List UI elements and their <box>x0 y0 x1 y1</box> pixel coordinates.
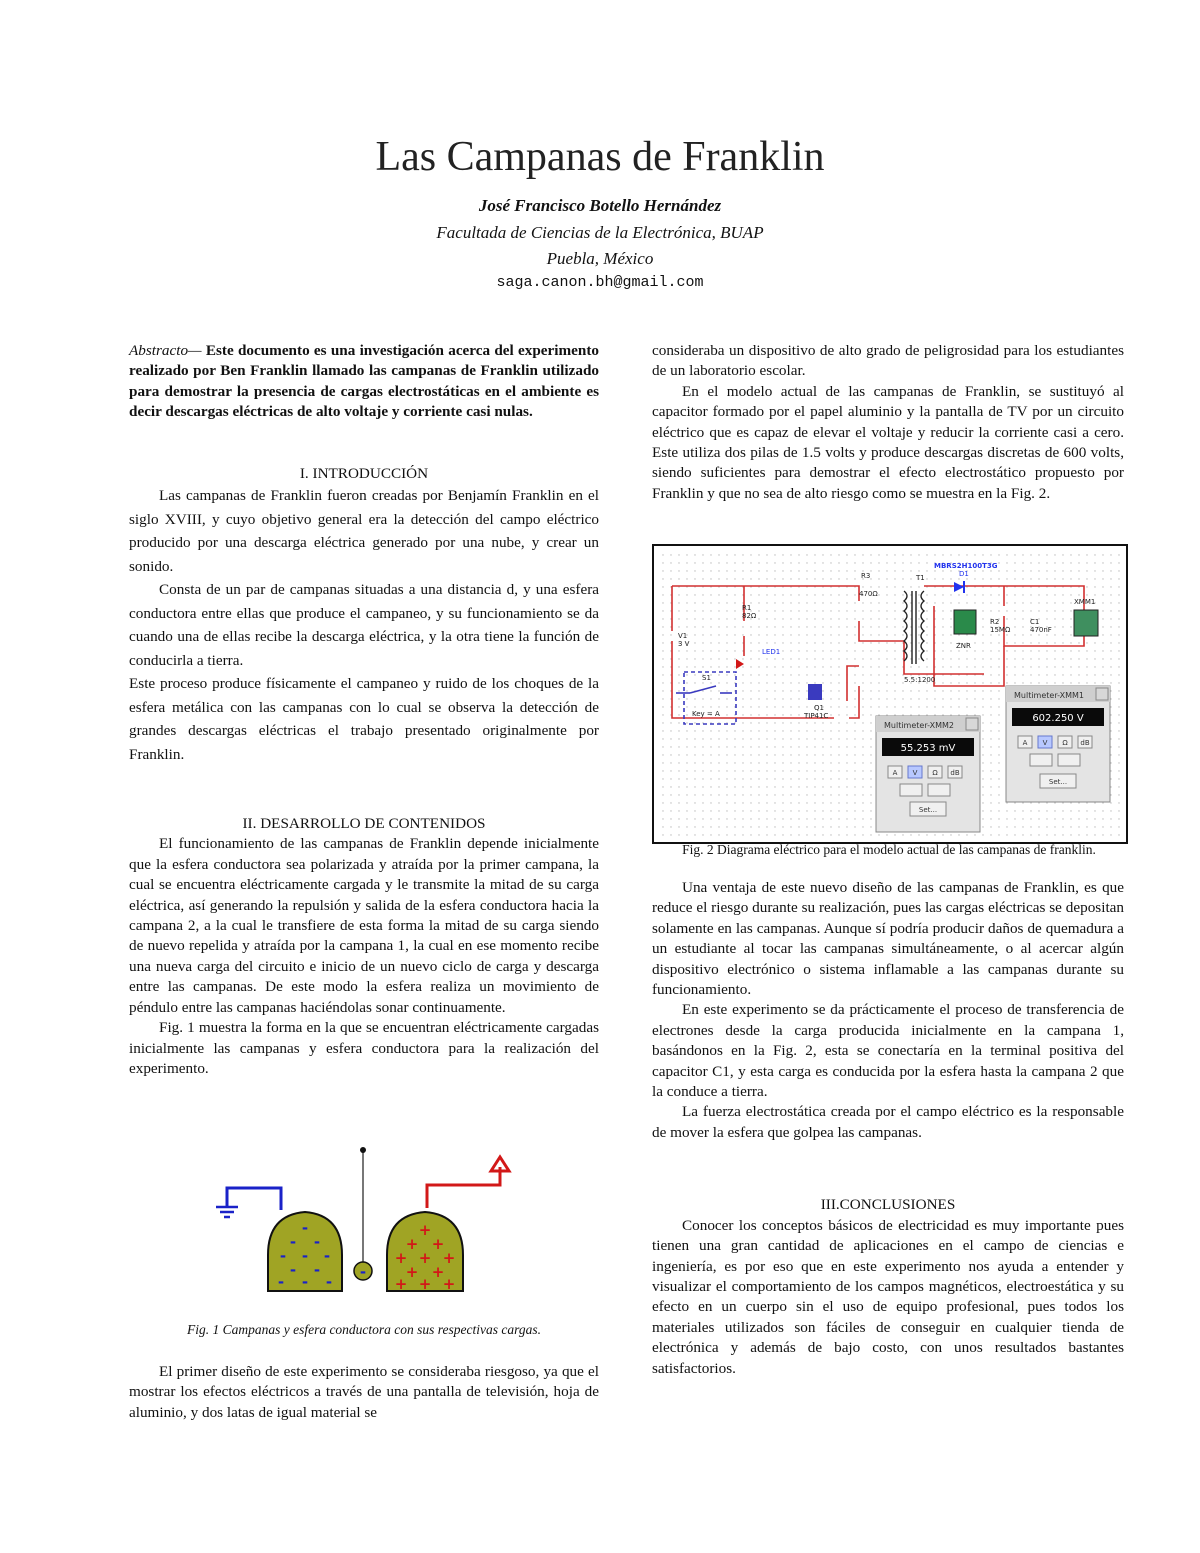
svg-text:Set...: Set... <box>918 806 938 814</box>
svg-text:Q1: Q1 <box>814 704 824 712</box>
author-location: Puebla, México <box>546 249 654 268</box>
svg-text:+: + <box>418 1275 432 1293</box>
svg-text:5.5:1200: 5.5:1200 <box>904 676 936 684</box>
zener-znr <box>954 610 976 634</box>
svg-text:Set...: Set... <box>1048 778 1068 786</box>
svg-text:+: + <box>418 1221 432 1239</box>
multimeter-xmm1[interactable] <box>1006 686 1110 802</box>
svg-text:602.250 V: 602.250 V <box>1032 713 1084 724</box>
close-icon[interactable] <box>966 718 978 730</box>
left-column <box>129 341 599 1079</box>
author-email[interactable]: saga.canon.bh@gmail.com <box>496 274 704 291</box>
svg-text:V: V <box>1042 739 1048 747</box>
ground-icon <box>216 1207 238 1217</box>
abstract-text: Este documento es una investigación acerca del experimento realizado por Ben Franklin llamado las campanas de Franklin utilizado para demostrar la presencia de cargas electrostáticas en el ambiente es decir descargas eléctricas de alto voltaje y corriente casi nulas. <box>129 342 599 421</box>
development-paragraph-4: En el modelo actual de las campanas de Franklin, se sustituyó al capacitor formado por el papel aluminio y la pantalla de TV por un circuito eléctrico que es capaz de elevar el voltaje y reducir la corriente casi a cero. Este utiliza dos pilas de 1.5 volts y produce descargas discretas de 600 volts, siendo suficientes para demostrar el efecto electrostático propuesto por Franklin y que no sea de alto riesgo como se muestra en la Fig. 2. <box>652 382 1124 502</box>
conclusions-paragraph: Conocer los conceptos básicos de electricidad es muy importante pues tienen una gran cantidad de aplicaciones en el campo de ciencias e ingeniería, es por eso que en este experimento nos ayuda a entender y visualizar el comportamiento de los campos magnéticos, electroestática y su efecto en un cuerpo sin el uso de equipo profesional, pues todos los materiales utilizados son fáciles de conseguir en cualquier tienda de electrónica y además de bajo costo, con unos resultados bastantes satisfactorios. <box>652 1216 1124 1377</box>
charge-wire <box>427 1167 500 1208</box>
svg-text:-: - <box>323 1247 331 1265</box>
figure-2-schematic <box>652 544 1128 844</box>
sphere-charge: - <box>359 1263 367 1281</box>
section-3-heading: III.CONCLUSIONES <box>820 1196 956 1214</box>
svg-text:+: + <box>405 1235 419 1253</box>
svg-text:82Ω: 82Ω <box>742 612 757 620</box>
svg-text:A: A <box>892 769 898 777</box>
svg-text:Ω: Ω <box>932 769 938 777</box>
svg-text:-: - <box>313 1233 321 1251</box>
svg-text:TIP41C: TIP41C <box>804 712 829 720</box>
intro-paragraph-3: Este proceso produce físicamente el campaneo y ruido de los choques de la esfera metálica con las campanas con lo cual se observa la detección de grandes descargas eléctricas el trabajo presentado originalmente por Franklin. <box>129 675 599 763</box>
section-1-heading: I. INTRODUCCIÓN <box>299 464 429 482</box>
intro-paragraph-2: Consta de un par de campanas situadas a una distancia d, y una esfera conductora entre ellas que produce el campaneo, y su funcionamiento se da cuando una de ellas recibe la descarga eléctrica, y la otra tiene la función de conducirla a tierra. <box>129 581 599 669</box>
svg-text:-: - <box>301 1219 309 1237</box>
svg-text:R1: R1 <box>742 604 752 612</box>
development-paragraph-3-cont: consideraba un dispositivo de alto grado de peligrosidad para los estudiantes de un laboratorio escolar. <box>652 342 1124 380</box>
svg-text:-: - <box>289 1233 297 1251</box>
svg-text:-: - <box>301 1247 309 1265</box>
close-icon[interactable] <box>1096 688 1108 700</box>
figure-2-caption: Fig. 2 Diagrama eléctrico para el modelo actual de las campanas de franklin. <box>682 842 1096 857</box>
svg-text:Ω: Ω <box>1062 739 1068 747</box>
figure-1-caption: Fig. 1 Campanas y esfera conductora con sus respectivas cargas. <box>186 1322 542 1337</box>
svg-text:XMM1: XMM1 <box>1074 598 1096 606</box>
abstract-label: Abstracto— <box>129 342 202 359</box>
author-name: José Francisco Botello Hernández <box>478 196 722 215</box>
abstract <box>129 341 599 423</box>
svg-text:+: + <box>442 1249 456 1267</box>
left-column-tail <box>129 1362 599 1423</box>
svg-text:+: + <box>405 1263 419 1281</box>
svg-text:470nF: 470nF <box>1030 626 1052 634</box>
svg-text:V: V <box>912 769 918 777</box>
svg-text:D1: D1 <box>959 570 969 578</box>
svg-text:dB: dB <box>1080 739 1090 747</box>
svg-text:+: + <box>418 1249 432 1267</box>
svg-text:dB: dB <box>950 769 960 777</box>
svg-text:+: + <box>394 1249 408 1267</box>
svg-text:V1: V1 <box>678 632 688 640</box>
svg-text:C1: C1 <box>1030 618 1040 626</box>
right-column <box>652 341 1124 504</box>
development-paragraph-1: El funcionamiento de las campanas de Franklin depende inicialmente que la esfera conductora sea polarizada y atraída por la primer campana, la cual se encuentra eléctricamente cargada y le transmite la mitad de su carga eléctrica, así generando la repulsión y salida de la esfera conductora hacia la campana 2, a la cual le transfiere de esta forma la mitad de su carga siendo de nuevo repelida y atraída por la campana 1, la cual en ese momento recibe una nueva carga del circuito e inicio de un nuevo ciclo de carga y descarga entre las campanas. De este modo la esfera realiza un movimiento de péndulo entre las campanas haciéndolas sonar continuamente. <box>129 835 599 1016</box>
svg-text:R2: R2 <box>990 618 1000 626</box>
svg-text:470Ω: 470Ω <box>859 590 878 598</box>
circuit-diagram <box>654 546 1126 842</box>
pendulum-pivot <box>360 1147 366 1153</box>
svg-text:-: - <box>289 1261 297 1279</box>
intro-paragraph-1: Las campanas de Franklin fueron creadas por Benjamín Franklin en el siglo XVIII, y cuyo objetivo general era la detección del campo eléctrico producido por una descarga eléctrica generado por una nube, y crear un sonido. <box>129 487 599 575</box>
svg-text:15MΩ: 15MΩ <box>990 626 1011 634</box>
svg-text:-: - <box>301 1273 309 1291</box>
figure-1-bells <box>205 1145 525 1305</box>
svg-text:+: + <box>442 1275 456 1293</box>
development-paragraph-6: En este experimento se da prácticamente el proceso de transferencia de electrones desde la carga producida inicialmente en la campana 1, basándonos en la Fig. 2, esta se conectaría en la terminal positiva del capacitor C1, y esta carga es conducida por la esfera hasta la campana 2 que la conduce a tierra. <box>652 1001 1124 1101</box>
svg-text:Key = A: Key = A <box>692 710 720 718</box>
svg-text:R3: R3 <box>861 572 871 580</box>
transistor-q1-icon <box>808 684 822 700</box>
svg-text:LED1: LED1 <box>762 648 781 656</box>
svg-text:+: + <box>394 1275 408 1293</box>
svg-text:T1: T1 <box>916 574 925 582</box>
ac-button[interactable] <box>900 784 922 796</box>
svg-text:Multimeter-XMM2: Multimeter-XMM2 <box>884 721 954 730</box>
svg-text:S1: S1 <box>702 674 711 682</box>
dc-button[interactable] <box>1058 754 1080 766</box>
author-affiliation: Facultada de Ciencias de la Electrónica, BUAP <box>436 223 764 242</box>
paper-title: Las Campanas de Franklin <box>375 134 825 180</box>
dc-button[interactable] <box>928 784 950 796</box>
ac-button[interactable] <box>1030 754 1052 766</box>
svg-text:55.253 mV: 55.253 mV <box>900 743 956 754</box>
svg-text:-: - <box>277 1273 285 1291</box>
svg-text:-: - <box>325 1273 333 1291</box>
right-column-lower <box>652 878 1124 1379</box>
multimeter-xmm2[interactable] <box>876 716 980 832</box>
svg-text:3 V: 3 V <box>678 640 690 648</box>
svg-text:+: + <box>431 1263 445 1281</box>
svg-text:-: - <box>279 1247 287 1265</box>
svg-text:ZNR: ZNR <box>956 642 971 650</box>
development-paragraph-7: La fuerza electrostática creada por el campo eléctrico es la responsable de mover la esfera que golpea las campanas. <box>652 1103 1124 1141</box>
svg-text:MBRS2H100T3G: MBRS2H100T3G <box>934 562 998 570</box>
multimeter-xmm1-small <box>1074 610 1098 636</box>
svg-text:+: + <box>431 1235 445 1253</box>
section-2-heading: II. DESARROLLO DE CONTENIDOS <box>242 815 486 833</box>
development-paragraph-3: El primer diseño de este experimento se consideraba riesgoso, ya que el mostrar los efectos eléctricos a través de una pantalla de televisión, hoja de aluminio, y dos latas de igual material se <box>129 1363 599 1421</box>
svg-text:Multimeter-XMM1: Multimeter-XMM1 <box>1014 691 1084 700</box>
development-paragraph-2: Fig. 1 muestra la forma en la que se encuentran eléctricamente cargadas inicialmente las campanas y esfera conductora para la realización del experimento. <box>129 1019 599 1077</box>
development-paragraph-5: Una ventaja de este nuevo diseño de las campanas de Franklin, es que reduce el riesgo durante su realización, pues las cargas eléctricas se depositan solamente en las campanas. Aunque sí podría producir daños de quemadura a un estudiante al tocar las campanas simultáneamente, o al acercar algún dispositivo electrónico o sistema inflamable a las campanas durante su funcionamiento. <box>652 879 1124 999</box>
svg-text:A: A <box>1022 739 1028 747</box>
svg-text:-: - <box>313 1261 321 1279</box>
